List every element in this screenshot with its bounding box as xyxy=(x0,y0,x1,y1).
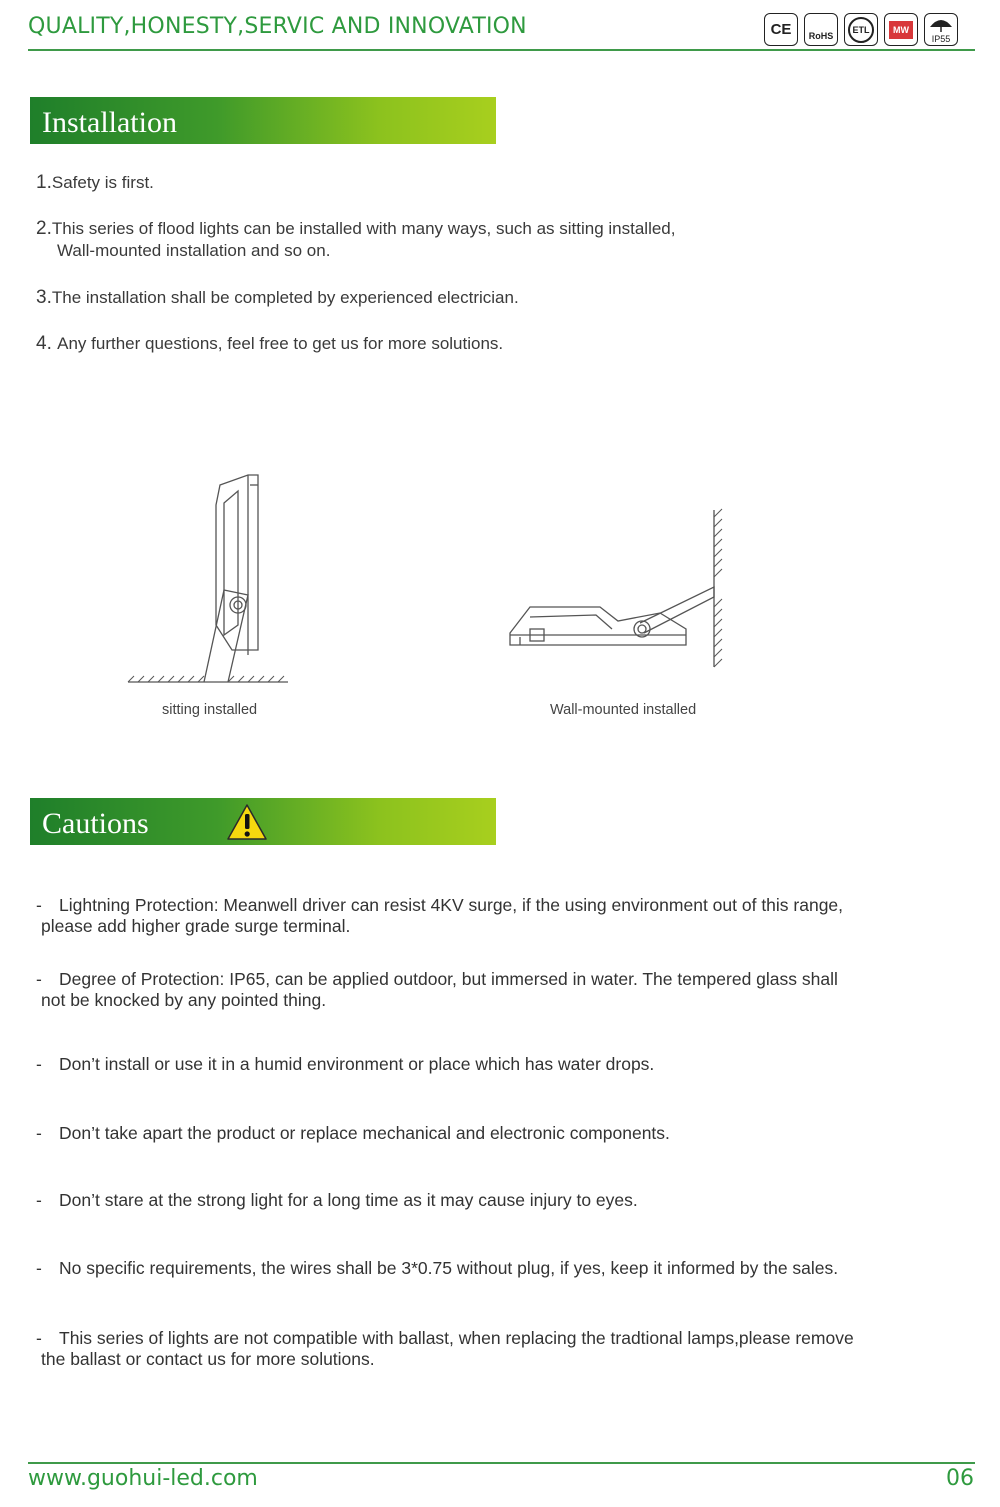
rohs-icon: RoHS xyxy=(804,13,838,46)
sitting-installed-diagram xyxy=(120,465,300,695)
wall-mounted-caption: Wall-mounted installed xyxy=(550,702,697,718)
install-item-4: 4. Any further questions, feel free to get us for more solutions. xyxy=(36,333,504,354)
caution-item-2: - Degree of Protection: IP65, can be applied outdoor, but immersed in water. The tempered glass shall not be knocked by any pointed thing. xyxy=(36,969,838,1010)
header-divider xyxy=(28,49,975,51)
sitting-installed-caption: sitting installed xyxy=(162,702,258,718)
umbrella-icon xyxy=(928,17,954,33)
etl-icon: ETL xyxy=(844,13,878,46)
warning-triangle-icon xyxy=(226,803,268,841)
cautions-heading-bar xyxy=(30,798,496,845)
installation-heading-bar xyxy=(30,97,496,144)
header-slogan: QUALITY,HONESTY,SERVIC AND INNOVATION xyxy=(28,14,527,39)
install-item-1: 1.Safety is first. xyxy=(36,172,154,193)
caution-item-1: - Lightning Protection: Meanwell driver can resist 4KV surge, if the using environment out of this range, please add higher grade surge terminal. xyxy=(36,895,844,936)
install-item-3: 3.The installation shall be completed by experienced electrician. xyxy=(36,287,519,308)
page-number: 06 xyxy=(946,1466,974,1491)
caution-item-3: - Don’t install or use it in a humid environment or place which has water drops. xyxy=(36,1054,655,1074)
caution-item-5: - Don’t stare at the strong light for a long time as it may cause injury to eyes. xyxy=(36,1190,638,1210)
cautions-title: Cautions xyxy=(42,807,149,840)
footer-divider xyxy=(28,1462,975,1464)
install-item-2: 2.This series of flood lights can be installed with many ways, such as sitting installed, Wall-mounted installation and so on. xyxy=(36,218,676,260)
installation-title: Installation xyxy=(42,106,177,139)
meanwell-icon: MW xyxy=(884,13,918,46)
caution-item-4: - Don’t take apart the product or replace mechanical and electronic components. xyxy=(36,1123,670,1143)
wall-mounted-diagram xyxy=(500,505,740,675)
caution-item-7: - This series of lights are not compatible with ballast, when replacing the tradtional lamps,please remove the ballast or contact us for more solutions. xyxy=(36,1328,854,1369)
ce-mark-icon: CE xyxy=(764,13,798,46)
ip-rating-umbrella-icon: IP55 xyxy=(924,13,958,46)
footer-website-link[interactable]: www.guohui-led.com xyxy=(28,1466,258,1491)
certification-logos xyxy=(764,13,958,46)
caution-item-6: - No specific requirements, the wires shall be 3*0.75 without plug, if yes, keep it informed by the sales. xyxy=(36,1258,839,1278)
